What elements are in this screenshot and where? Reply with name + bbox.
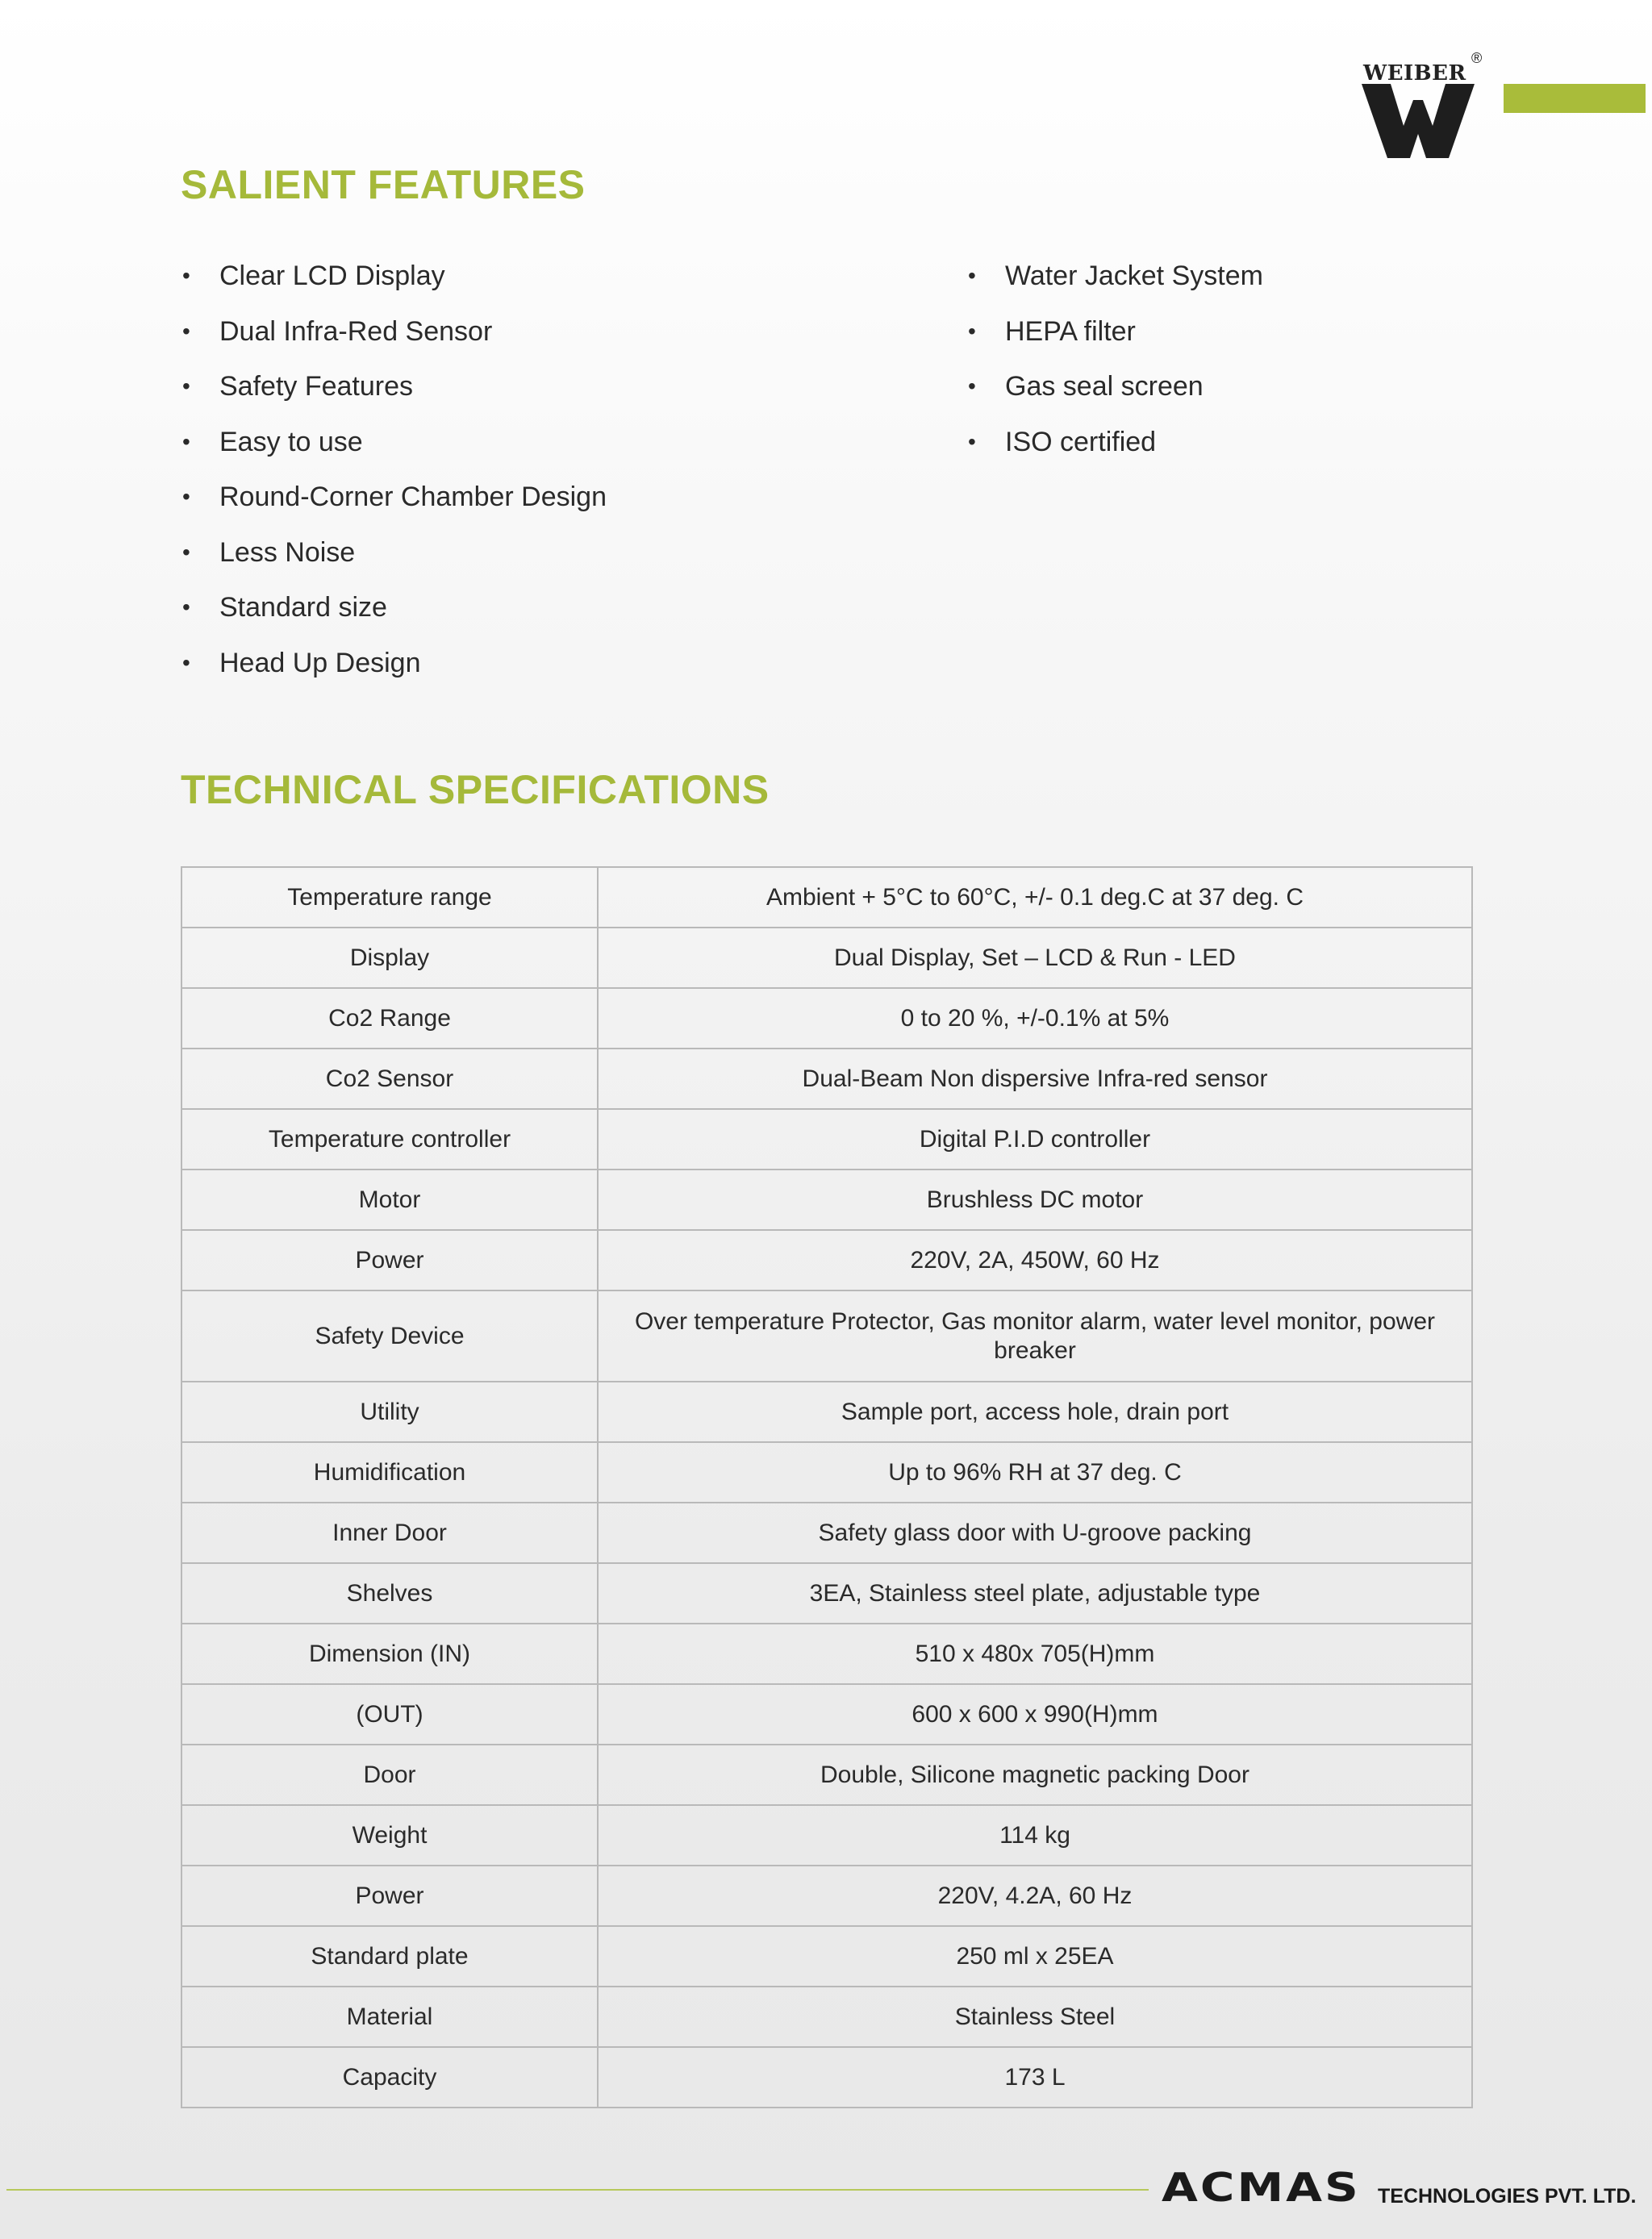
spec-row (181, 1170, 1472, 1230)
spec-value: 600 x 600 x 990(H)mm (598, 1684, 1472, 1745)
spec-parameter: Capacity (181, 2047, 598, 2108)
spec-value: 3EA, Stainless steel plate, adjustable type (598, 1563, 1472, 1624)
feature-item: • Safety Features (181, 370, 607, 426)
spec-value: 510 x 480x 705(H)mm (598, 1624, 1472, 1684)
spec-parameter: Motor (181, 1170, 598, 1230)
technical-specifications-title: TECHNICAL SPECIFICATIONS (181, 767, 770, 812)
spec-parameter: Weight (181, 1805, 598, 1866)
spec-row (181, 1926, 1472, 1987)
spec-value: Brushless DC motor (598, 1170, 1472, 1230)
spec-row (181, 1290, 1472, 1382)
footer-line (6, 2189, 1149, 2191)
salient-features-title: SALIENT FEATURES (181, 162, 586, 207)
spec-parameter: Safety Device (181, 1290, 598, 1382)
spec-row (181, 1745, 1472, 1805)
spec-value: 250 ml x 25EA (598, 1926, 1472, 1987)
spec-parameter: Utility (181, 1382, 598, 1442)
spec-value: Safety glass door with U-groove packing (598, 1503, 1472, 1563)
weiber-w-icon (1362, 84, 1475, 158)
feature-item: • HEPA filter (966, 315, 1263, 371)
spec-row (181, 1382, 1472, 1442)
features-list-left (181, 260, 607, 702)
spec-parameter: Temperature controller (181, 1109, 598, 1170)
spec-parameter: Shelves (181, 1563, 598, 1624)
registered-mark: ® (1471, 50, 1483, 66)
weiber-logo (1362, 50, 1491, 163)
spec-value: 0 to 20 %, +/-0.1% at 5% (598, 988, 1472, 1049)
spec-value: Digital P.I.D controller (598, 1109, 1472, 1170)
spec-parameter: Door (181, 1745, 598, 1805)
feature-item: • Gas seal screen (966, 370, 1263, 426)
feature-item: • Water Jacket System (966, 260, 1263, 315)
feature-item: • Clear LCD Display (181, 260, 607, 315)
feature-item: • ISO certified (966, 426, 1263, 482)
feature-item: • Dual Infra-Red Sensor (181, 315, 607, 371)
spec-row (181, 1987, 1472, 2047)
spec-value: Up to 96% RH at 37 deg. C (598, 1442, 1472, 1503)
spec-value: Ambient + 5°C to 60°C, +/- 0.1 deg.C at 37 deg. C (598, 867, 1472, 928)
spec-parameter: Display (181, 928, 598, 988)
spec-value: 114 kg (598, 1805, 1472, 1866)
spec-value: 173 L (598, 2047, 1472, 2108)
spec-parameter: (OUT) (181, 1684, 598, 1745)
spec-value: Double, Silicone magnetic packing Door (598, 1745, 1472, 1805)
spec-parameter: Inner Door (181, 1503, 598, 1563)
spec-parameter: Co2 Sensor (181, 1049, 598, 1109)
spec-parameter: Co2 Range (181, 988, 598, 1049)
feature-item: • Less Noise (181, 536, 607, 592)
spec-row (181, 988, 1472, 1049)
spec-row (181, 928, 1472, 988)
spec-row (181, 1805, 1472, 1866)
spec-parameter: Power (181, 1230, 598, 1290)
spec-value: Over temperature Protector, Gas monitor alarm, water level monitor, power breaker (598, 1290, 1472, 1382)
feature-item: • Round-Corner Chamber Design (181, 481, 607, 536)
features-list-right (966, 260, 1263, 481)
feature-item: • Standard size (181, 591, 607, 647)
spec-parameter: Dimension (IN) (181, 1624, 598, 1684)
spec-value: Dual-Beam Non dispersive Infra-red sensor (598, 1049, 1472, 1109)
spec-row (181, 1624, 1472, 1684)
spec-value: Stainless Steel (598, 1987, 1472, 2047)
spec-row (181, 867, 1472, 928)
spec-row (181, 1866, 1472, 1926)
spec-row (181, 1563, 1472, 1624)
spec-row (181, 1442, 1472, 1503)
feature-item: • Easy to use (181, 426, 607, 482)
spec-parameter: Power (181, 1866, 598, 1926)
spec-table (181, 866, 1473, 2108)
acmas-logo: ACMAS (1162, 2164, 1361, 2211)
spec-row (181, 1109, 1472, 1170)
spec-row (181, 1684, 1472, 1745)
accent-bar (1504, 84, 1646, 113)
spec-value: Sample port, access hole, drain port (598, 1382, 1472, 1442)
brand-name: WEIBER (1363, 61, 1466, 85)
feature-item: • Head Up Design (181, 647, 607, 703)
spec-parameter: Temperature range (181, 867, 598, 928)
spec-value: 220V, 4.2A, 60 Hz (598, 1866, 1472, 1926)
spec-row (181, 2047, 1472, 2108)
spec-row (181, 1503, 1472, 1563)
spec-row (181, 1049, 1472, 1109)
company-suffix: TECHNOLOGIES PVT. LTD. (1378, 2185, 1637, 2208)
spec-parameter: Standard plate (181, 1926, 598, 1987)
spec-value: Dual Display, Set – LCD & Run - LED (598, 928, 1472, 988)
spec-parameter: Material (181, 1987, 598, 2047)
spec-row (181, 1230, 1472, 1290)
spec-value: 220V, 2A, 450W, 60 Hz (598, 1230, 1472, 1290)
spec-parameter: Humidification (181, 1442, 598, 1503)
